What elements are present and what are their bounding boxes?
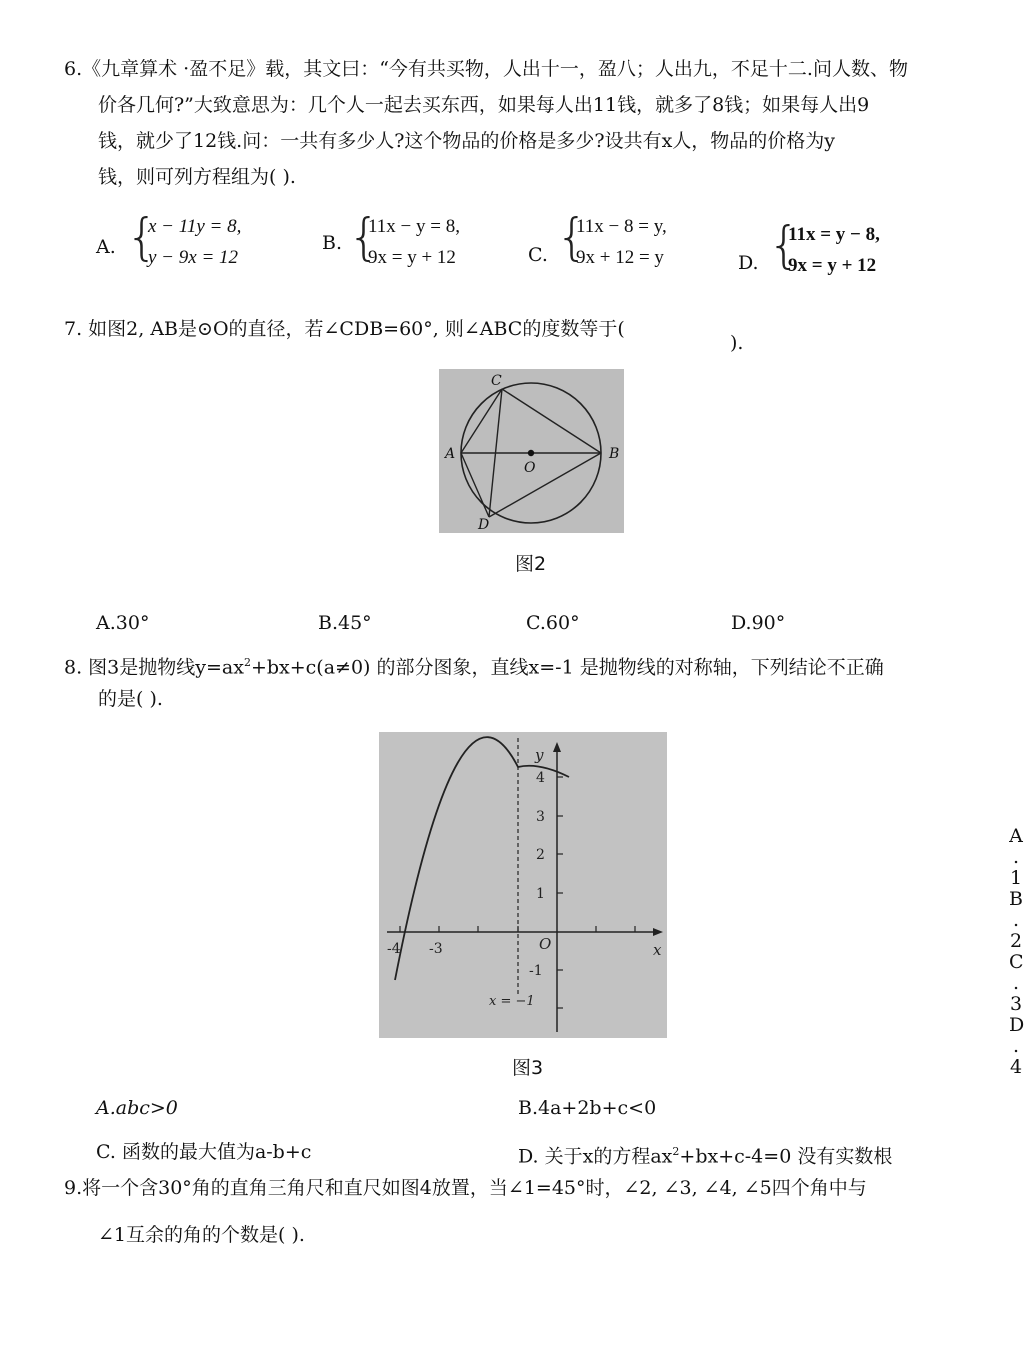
- option-label: D.: [738, 252, 759, 274]
- label-a: A: [445, 446, 456, 462]
- brace-icon: {: [768, 216, 800, 274]
- figure-3-caption: 图3: [512, 1057, 544, 1079]
- y-tick-4: 4: [536, 770, 545, 786]
- side-char: B: [1009, 888, 1023, 910]
- q7-option-a: A.30°: [96, 612, 150, 634]
- side-char: .: [1012, 972, 1020, 994]
- label-o: O: [524, 460, 536, 476]
- equation-2: 9x = y + 12: [368, 247, 456, 268]
- q6-line2: 价各几何?”大致意思为：几个人一起去买东西，如果每人出11钱，就多了8钱；如果每人出9: [98, 94, 870, 116]
- figure-2-caption: 图2: [515, 553, 547, 575]
- equation-2: 9x + 12 = y: [576, 247, 664, 268]
- brace-icon: {: [556, 208, 588, 266]
- equation-1: 11x − y = 8,: [368, 216, 460, 237]
- brace-icon: {: [348, 208, 380, 266]
- side-char: .: [1012, 1035, 1020, 1057]
- q8-option-c: C. 函数的最大值为a-b+c: [96, 1141, 312, 1163]
- side-char: 1: [1009, 867, 1023, 889]
- equation-2: y − 9x = 12: [148, 247, 239, 268]
- side-answers: [1009, 826, 1023, 1078]
- option-label: B.: [322, 232, 343, 254]
- parabola-graph: [379, 732, 667, 1038]
- equation-2: 9x = y + 12: [788, 255, 877, 276]
- q8-option-d-pre: D. 关于x的方程ax: [518, 1145, 673, 1168]
- circle-diagram: [439, 369, 624, 533]
- q8-line1-sup: 2: [243, 656, 251, 669]
- y-tick-1: 1: [536, 886, 545, 902]
- side-char: D: [1009, 1014, 1024, 1036]
- y-axis-label: y: [535, 746, 544, 764]
- side-char: 2: [1009, 930, 1023, 952]
- q9-line1: 9.将一个含30°角的直角三角尺和直尺如图4放置，当∠1=45°时，∠2, ∠3, ∠4, ∠5四个角中与: [64, 1177, 867, 1199]
- side-char: A: [1009, 825, 1023, 847]
- q9-line2: ∠1互余的角的个数是( ).: [98, 1224, 305, 1246]
- q6-line4: 钱，则可列方程组为( ).: [98, 166, 296, 188]
- q6-line3: 钱，就少了12钱.问：一共有多少人?这个物品的价格是多少?设共有x人，物品的价格为y: [98, 130, 836, 152]
- q8-line1-pre: 8. 图3是抛物线y=ax: [64, 656, 244, 679]
- q7-line1: 7. 如图2, AB是⊙O的直径，若∠CDB=60°, 则∠ABC的度数等于(: [64, 318, 625, 340]
- q8-option-d-sup: 2: [672, 1145, 680, 1158]
- x-tick-neg4: -4: [387, 941, 401, 957]
- figure-2: [439, 369, 624, 533]
- y-tick-2: 2: [536, 847, 545, 863]
- side-char: 4: [1009, 1056, 1023, 1078]
- option-label: A.: [96, 236, 116, 258]
- q8-option-d-post: +bx+c-4=0 没有实数根: [679, 1145, 893, 1168]
- label-d: D: [478, 517, 490, 533]
- figure-3: [379, 732, 667, 1038]
- equation-1: 11x − 8 = y,: [576, 216, 667, 237]
- q8-option-d: [518, 1137, 892, 1171]
- x-tick-neg3: -3: [429, 941, 443, 957]
- label-b: B: [609, 446, 620, 462]
- q7-option-c: C.60°: [526, 612, 580, 634]
- x-axis-label: x: [653, 941, 662, 959]
- side-char: 3: [1009, 993, 1023, 1015]
- q7-option-b: B.45°: [318, 612, 372, 634]
- brace-icon: {: [126, 208, 158, 266]
- y-tick-neg1: -1: [529, 963, 543, 979]
- side-char: .: [1012, 846, 1020, 868]
- q8-option-a: A.abc>0: [96, 1097, 178, 1119]
- equation-1: x − 11y = 8,: [148, 216, 242, 237]
- y-tick-3: 3: [536, 809, 545, 825]
- option-label: C.: [528, 244, 548, 266]
- symmetry-axis-label: x = −1: [489, 994, 535, 1009]
- origin-label: O: [539, 935, 552, 953]
- q8-option-b: B.4a+2b+c<0: [518, 1097, 657, 1119]
- equation-1: 11x = y − 8,: [788, 224, 880, 245]
- q6-line1: 6.《九章算术 ·盈不足》载，其文曰：“今有共买物，人出十一，盈八；人出九，不足十二.问人数、物: [64, 58, 908, 80]
- side-char: .: [1012, 909, 1020, 931]
- q8-line1: [64, 648, 884, 682]
- q8-line1-post: +bx+c(a≠0) 的部分图象，直线x=-1 是抛物线的对称轴，下列结论不正确: [250, 656, 884, 679]
- label-c: C: [491, 373, 502, 389]
- side-char: C: [1009, 951, 1024, 973]
- q7-line1-end: ).: [730, 332, 744, 354]
- q7-option-d: D.90°: [731, 612, 786, 634]
- q8-line2: 的是( ).: [98, 688, 163, 710]
